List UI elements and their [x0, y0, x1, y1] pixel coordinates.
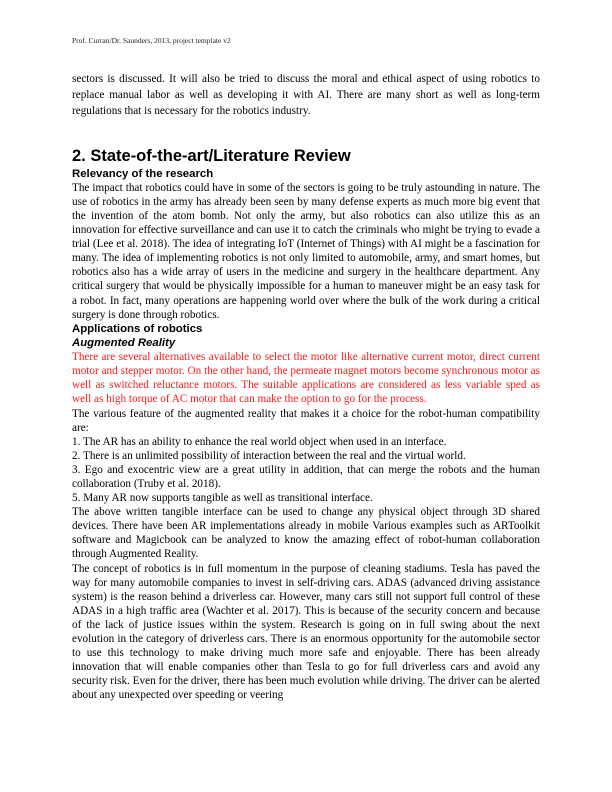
feature-list-item: 3. Ego and exocentric view are a great utility in addition, that can merge the robots and the human collaboration (Truby et al. 2018).	[72, 463, 540, 490]
augmented-reality-heading: Augmented Reality	[72, 336, 176, 349]
motor-paragraph: There are several alternatives available to select the motor like alternative current motor, direct current motor and stepper motor. On the other hand, the permeate magnet motors become synchronous motor as well as switched reluctance motors. The suitable applications are considered as less variable sped as well as high torque of AC motor that can make the option to go for the process.	[72, 351, 540, 406]
features-intro-paragraph: The various feature of the augmented reality that makes it a choice for the robot-human compatibility are:	[72, 407, 540, 434]
page-content	[72, 71, 540, 703]
relevancy-heading: Relevancy of the research	[72, 167, 214, 180]
intro-paragraph: sectors is discussed. It will also be tried to discuss the moral and ethical aspect of using robotics to replace manual labor as well as developing it with AI. There are many short as well as long-term regulations that is necessary for the robotics industry.	[72, 73, 540, 118]
relevancy-paragraph: The impact that robotics could have in some of the sectors is going to be truly astounding in nature. The use of robotics in the army has already been seen by many defense experts as much more big event that the invention of the atom bomb. Not only the army, but also robotics can also utilize this as an innovation for effective surveillance and can use it to catch the criminals who might be trying to evade a trial (Lee et al. 2018). The idea of integrating IoT (Internet of Things) with AI might be a fascination for many. The idea of implementing robotics is not only limited to automobile, army, and smart homes, but robotics also has a wide array of users in the medicine and surgery in the healthcare department. Any critical surgery that would be physically impossible for a human to maneuver might be an easy task for a robot. In fact, many operations are happening world over where the bulk of the work during a critical surgery is done through robotics.	[72, 181, 540, 321]
tangible-interface-paragraph: The above written tangible interface can be used to change any physical object through 3D shared devices. There have been AR implementations already in mobile Various examples such as ARToolkit software and Magicbook can be analyzed to know the amazing effect of robot-human collaboration through Augmented Reality.	[72, 506, 540, 561]
section-title: 2. State-of-the-art/Literature Review	[72, 146, 351, 165]
applications-heading: Applications of robotics	[72, 322, 203, 335]
feature-list-item: 1. The AR has an ability to enhance the real world object when used in an interface.	[72, 435, 447, 448]
running-header: Prof. Curran/Dr. Saunders, 2013, project template v2	[72, 36, 231, 45]
feature-list-item: 5. Many AR now supports tangible as well as transitional interface.	[72, 492, 373, 505]
feature-list-item: 2. There is an unlimited possibility of interaction between the real and the virtual world.	[72, 449, 466, 462]
cleaning-robotics-paragraph: The concept of robotics is in full momentum in the purpose of cleaning stadiums. Tesla has paved the way for many automobile companies to invest in self-driving cars. ADAS (advanced driving assistance system) is the reason behind a driverless car. However, many cars still not support full control of these ADAS in a high traffic area (Wachter et al. 2017). This is because of the security concern and because of the lack of justice issues within the system. Research is going on in full swing about the next evolution in the category of driverless cars. There is an enormous opportunity for the automobile sector to use this technology to make driving much more safe and enjoyable. There has been already innovation that will enable companies other than Tesla to go for full driverless cars and avoid any security risk. Even for the driver, there has been much evolution while driving. The driver can be alerted about any unexpected over speeding or veering	[72, 562, 540, 702]
